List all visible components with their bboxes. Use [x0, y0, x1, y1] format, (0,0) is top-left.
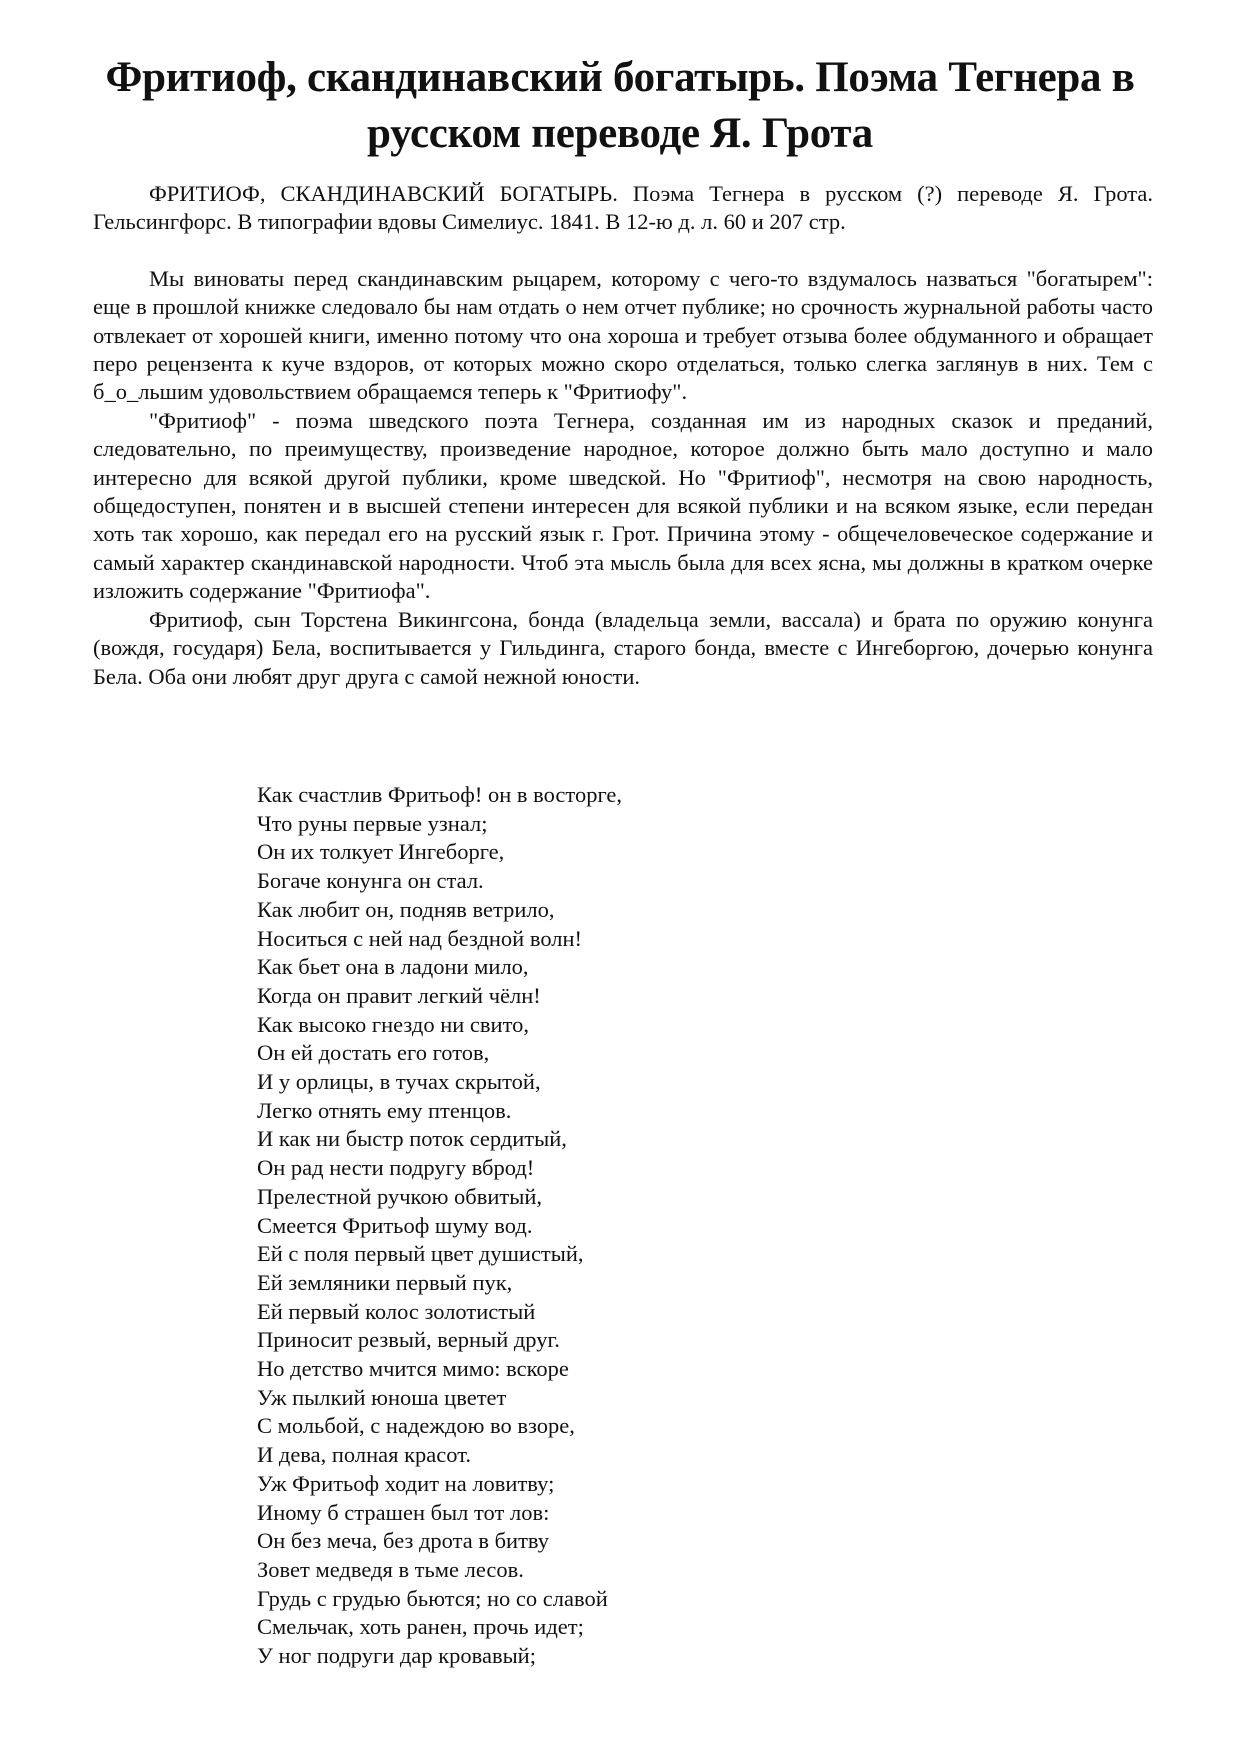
- poem-line: Как счастлив Фритьоф! он в восторге,: [257, 782, 622, 807]
- poem-line: Он без меча, без дрота в битву: [257, 1528, 550, 1554]
- poem-line: Прелестной ручкою обвитый,: [257, 1183, 543, 1209]
- poem-line: Приносит резвый, верный друг.: [257, 1327, 560, 1353]
- bibliographic-note: ФРИТИОФ, СКАНДИНАВСКИЙ БОГАТЫРЬ. Поэма Тегнера в русском (?) переводе Я. Грота. Гельсингфорс. В типографии вдовы Симелиус. 1841. В 12-ю д. л. 60 и 207 стр.: [93, 181, 1153, 235]
- poem-line: Он их толкует Ингеборге,: [257, 839, 505, 865]
- poem-line: Как высоко гнездо ни свито,: [257, 1011, 529, 1037]
- poem-line: Что руны первые узнал;: [257, 810, 488, 836]
- poem-line: Зовет медведя в тьме лесов.: [257, 1556, 524, 1582]
- poem-line: И дева, полная красот.: [257, 1442, 471, 1468]
- poem-line: Но детство мчится мимо: вскоре: [257, 1356, 569, 1382]
- poem-excerpt: [257, 781, 957, 1671]
- poem-line: Ей первый колос золотистый: [257, 1298, 536, 1324]
- poem-line: Иному б страшен был тот лов:: [257, 1499, 550, 1525]
- poem-line: Легко отнять ему птенцов.: [257, 1097, 512, 1123]
- poem-line: Он рад нести подругу вброд!: [257, 1155, 535, 1181]
- poem-line: Уж Фритьоф ходит на ловитву;: [257, 1470, 555, 1496]
- poem-line: Уж пылкий юноша цветет: [257, 1384, 507, 1410]
- poem-line: Богаче конунга он стал.: [257, 868, 484, 894]
- poem-line: У ног подруги дар кровавый;: [257, 1643, 536, 1669]
- paragraph-1: Мы виноваты перед скандинавским рыцарем, которому с чего-то вздумалось назваться "богатырем": еще в прошлой книжке следовало бы нам отдать о нем отчет публике; но срочность журнальной работы часто отвлекает от хорошей книги, именно потому что она хороша и требует отзыва более обдуманного и обращает перо рецензента к куче вздоров, от которых можно скоро отделаться, только слегка заглянув в них. Тем с б_о_льшим удовольствием обращаемся теперь к "Фритиофу".: [93, 265, 1153, 405]
- poem-line: Он ей достать его готов,: [257, 1040, 490, 1066]
- paragraph-3: Фритиоф, сын Торстена Викингсона, бонда (владельца земли, вассала) и брата по оружию конунга (вождя, государя) Бела, воспитывается у Гильдинга, старого бонда, вместе с Ингеборгою, дочерью конунга Бела. Оба они любят друг друга с самой нежной юности.: [93, 606, 1153, 689]
- poem-line: Ей земляники первый пук,: [257, 1269, 513, 1295]
- poem-line: Как любит он, подняв ветрило,: [257, 896, 555, 922]
- poem-line: Грудь с грудью бьются; но со славой: [257, 1585, 608, 1611]
- article-body: [93, 180, 1153, 691]
- poem-line: Ей с поля первый цвет душистый,: [257, 1241, 584, 1267]
- poem-line: Смеется Фритьоф шуму вод.: [257, 1212, 533, 1238]
- poem-line: Смельчак, хоть ранен, прочь идет;: [257, 1614, 584, 1640]
- paragraph-2: "Фритиоф" - поэма шведского поэта Тегнера, созданная им из народных сказок и преданий, следовательно, по преимуществу, произведение народное, которое должно быть мало доступно и мало интересно для всякой другой публики, кроме шведской. Но "Фритиоф", несмотря на свою народность, общедоступен, понятен и в высшей степени интересен для всякой публики и на всяком языке, если передан хоть так хорошо, как передал его на русский язык г. Грот. Причина этому - общечеловеческое содержание и самый характер скандинавской народности. Чтоб эта мысль была для всех ясна, мы должны в кратком очерке изложить содержание "Фритиофа".: [93, 407, 1153, 604]
- poem-line: И как ни быстр поток сердитый,: [257, 1126, 567, 1152]
- poem-line: Как бьет она в ладони мило,: [257, 954, 529, 980]
- paragraph-spacer: [93, 237, 1153, 265]
- poem-line: Носиться с ней над бездной волн!: [257, 925, 583, 951]
- poem-line: С мольбой, с надеждою во взоре,: [257, 1413, 575, 1439]
- poem-line: И у орлицы, в тучах скрытой,: [257, 1069, 541, 1095]
- poem-line: Когда он правит легкий чёлн!: [257, 982, 541, 1008]
- page-title: Фритиоф, скандинавский богатырь. Поэма Тегнера в русском переводе Я. Грота: [105, 54, 1135, 157]
